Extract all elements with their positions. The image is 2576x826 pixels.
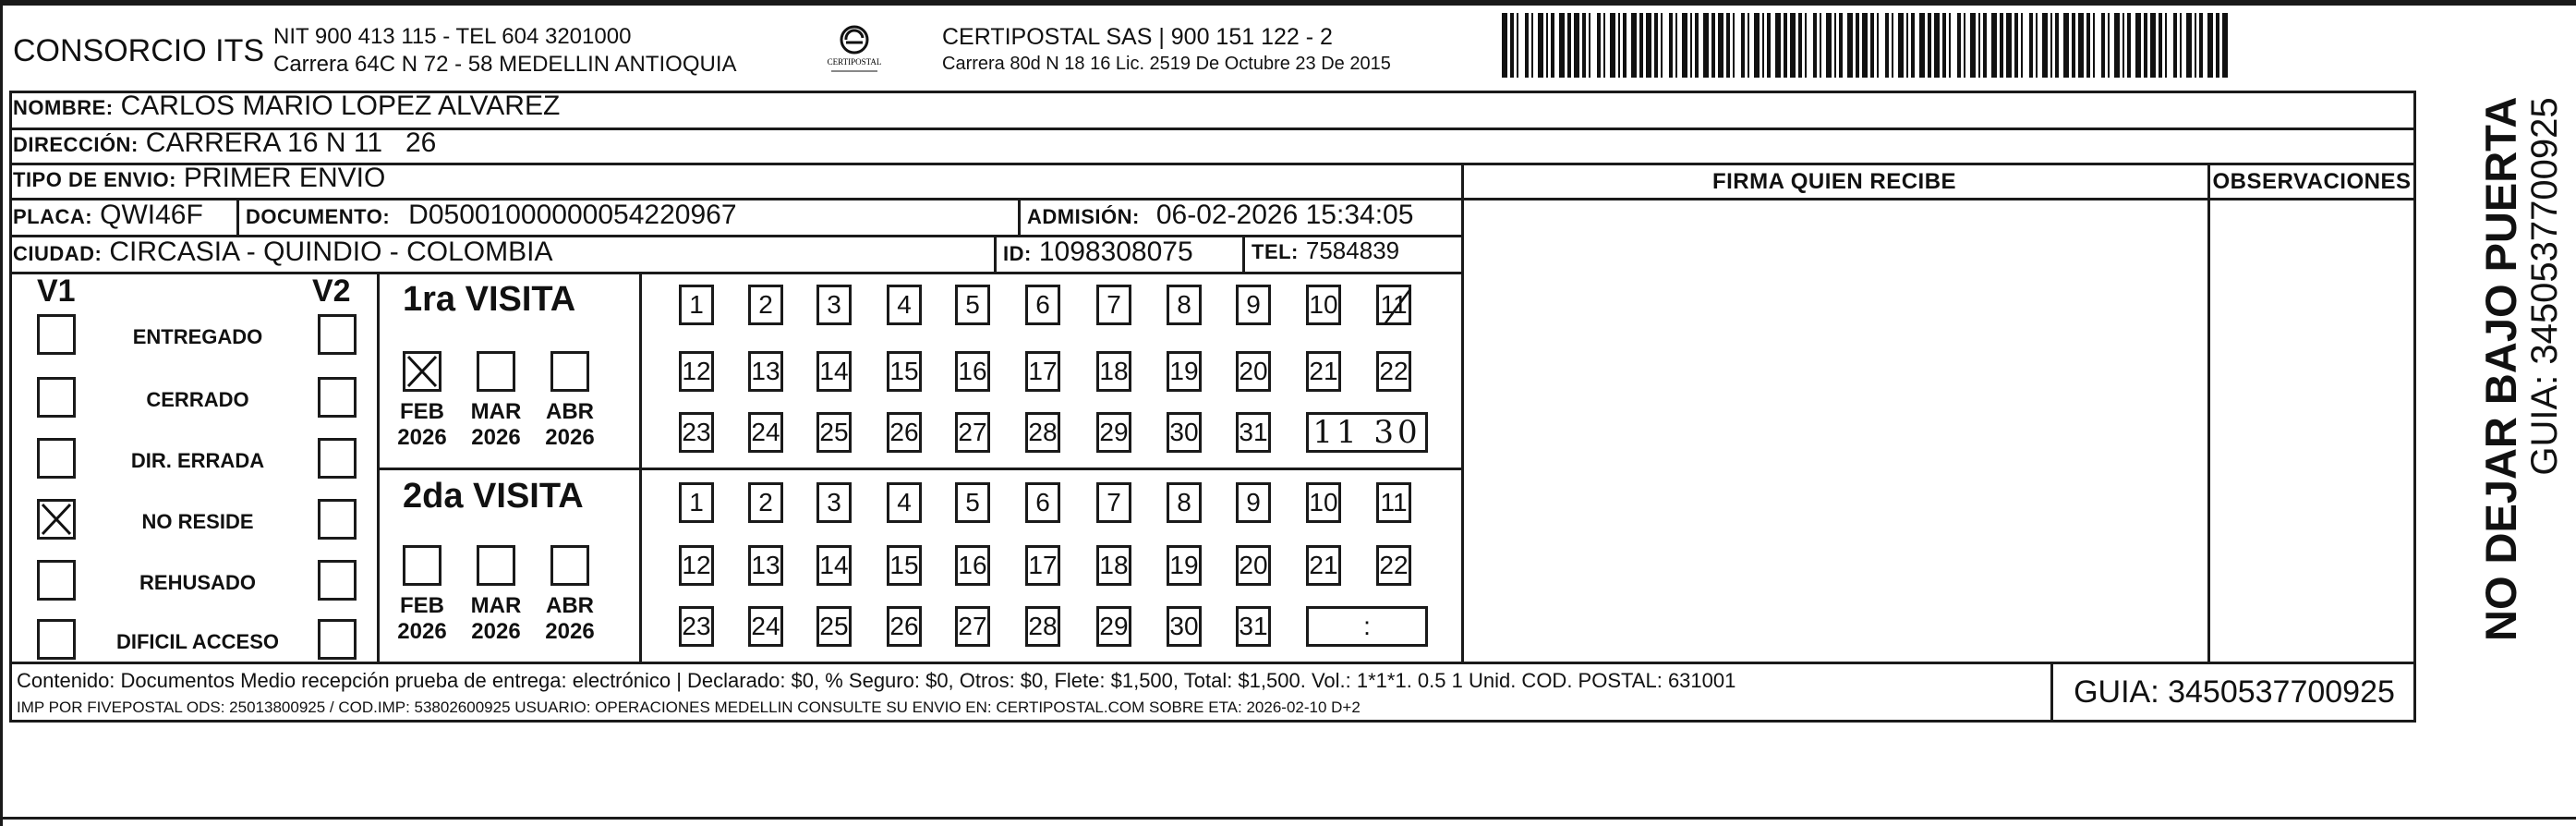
barcode xyxy=(1498,13,2237,78)
visita2-day-8[interactable]: 8 xyxy=(1167,482,1202,523)
v1-checkbox-rehusado[interactable] xyxy=(37,560,76,601)
v1-header: V1 xyxy=(37,273,76,309)
visita1-day-10[interactable]: 10 xyxy=(1306,285,1341,325)
admision-divider xyxy=(1018,198,1021,235)
admision-value: 06-02-2026 15:34:05 xyxy=(1155,200,1414,230)
visita2-day-2[interactable]: 2 xyxy=(748,482,783,523)
row-line-6 xyxy=(9,662,2416,664)
certipostal-logo xyxy=(813,24,896,76)
direccion-label: DIRECCIÓN: xyxy=(13,133,139,156)
visita1-day-30[interactable]: 30 xyxy=(1167,412,1202,453)
visita2-day-30[interactable]: 30 xyxy=(1167,606,1202,647)
visita2-day-11[interactable]: 11 xyxy=(1376,482,1411,523)
visita1-day-28[interactable]: 28 xyxy=(1025,412,1060,453)
visita2-day-15[interactable]: 15 xyxy=(887,545,922,586)
visita2-day-12[interactable]: 12 xyxy=(679,545,714,586)
imp-text: IMP POR FIVEPOSTAL ODS: 25013800925 / COD.IMP: 53802600925 USUARIO: OPERACIONES MEDELLIN CONSULTE SU ENVIO EN: CERTIPOSTAL.COM SOBRE ETA: 2026-02-10 D+2 xyxy=(17,698,1361,716)
visita2-day-28[interactable]: 28 xyxy=(1025,606,1060,647)
visita2-day-7[interactable]: 7 xyxy=(1096,482,1131,523)
status-label-entregado: ENTREGADO xyxy=(132,325,263,348)
months-divider xyxy=(639,272,642,662)
visita2-day-9[interactable]: 9 xyxy=(1236,482,1271,523)
tipo-label: TIPO DE ENVIO: xyxy=(13,168,176,191)
v1-checkbox-dir-errada[interactable] xyxy=(37,438,76,479)
visita1-month-abr-label: ABR 2026 xyxy=(545,399,595,450)
ciudad-row xyxy=(13,237,552,268)
observaciones-header: OBSERVACIONES xyxy=(2212,169,2412,194)
visita2-day-6[interactable]: 6 xyxy=(1025,482,1060,523)
visita1-title: 1ra VISITA xyxy=(403,280,576,319)
v1-checkbox-no-reside[interactable] xyxy=(37,499,76,540)
sig-left-line xyxy=(1461,163,1464,662)
carrier-license: Carrera 80d N 18 16 Lic. 2519 De Octubre 23 De 2015 xyxy=(942,54,1391,74)
visita2-day-10[interactable]: 10 xyxy=(1306,482,1341,523)
v2-checkbox-dificil-acceso[interactable] xyxy=(318,619,357,660)
visita1-day-16[interactable]: 16 xyxy=(955,351,990,392)
visita1-month-abr-checkbox[interactable] xyxy=(550,351,589,392)
visita2-day-16[interactable]: 16 xyxy=(955,545,990,586)
visita2-day-4[interactable]: 4 xyxy=(887,482,922,523)
visita1-day-11[interactable]: 11 xyxy=(1376,285,1411,325)
visita1-day-21[interactable]: 21 xyxy=(1306,351,1341,392)
tipo-value: PRIMER ENVIO xyxy=(183,163,386,193)
documento-label: DOCUMENTO: xyxy=(246,205,391,228)
visita2-time-field[interactable]: : xyxy=(1306,606,1428,647)
visita2-day-14[interactable]: 14 xyxy=(816,545,852,586)
id-row xyxy=(1003,237,1193,268)
obs-left-line xyxy=(2207,163,2210,662)
tel-value: 7584839 xyxy=(1305,237,1400,264)
visita1-day-25[interactable]: 25 xyxy=(816,412,852,453)
placa-label: PLACA: xyxy=(13,205,93,228)
v2-checkbox-entregado[interactable] xyxy=(318,314,357,355)
visita2-day-31[interactable]: 31 xyxy=(1236,606,1271,647)
visita1-day-12[interactable]: 12 xyxy=(679,351,714,392)
visita1-time-field[interactable]: 11 30 xyxy=(1306,412,1428,453)
id-label: ID: xyxy=(1003,242,1032,265)
documento-row xyxy=(246,200,737,231)
contenido-text: Contenido: Documentos Medio recepción prueba de entrega: electrónico | Declarado: $0, % Seguro: $0, Otros: $0, Flete: $1,500, Total: $1,500. Vol.: 1*1*1. 0.5 1 Unid. COD. POSTAL: 631001 xyxy=(17,669,1736,692)
v1-checkbox-cerrado[interactable] xyxy=(37,377,76,418)
guia-box: GUIA: 3450537700925 xyxy=(2074,674,2395,710)
company-name: CONSORCIO ITS xyxy=(13,33,265,68)
visita1-day-24[interactable]: 24 xyxy=(748,412,783,453)
visita2-day-5[interactable]: 5 xyxy=(955,482,990,523)
id-divider xyxy=(994,235,997,272)
nombre-label: NOMBRE: xyxy=(13,96,114,119)
placa-value: QWI46F xyxy=(100,200,203,230)
row-line-5 xyxy=(9,272,1464,274)
visita1-day-31[interactable]: 31 xyxy=(1236,412,1271,453)
visita2-day-1[interactable]: 1 xyxy=(679,482,714,523)
v2-checkbox-no-reside[interactable] xyxy=(318,499,357,540)
visita1-day-9[interactable]: 9 xyxy=(1236,285,1271,325)
ciudad-value: CIRCASIA - QUINDIO - COLOMBIA xyxy=(109,237,553,267)
company-address: Carrera 64C N 72 - 58 MEDELLIN ANTIOQUIA xyxy=(273,52,737,77)
v2-checkbox-rehusado[interactable] xyxy=(318,560,357,601)
visita1-day-13[interactable]: 13 xyxy=(748,351,783,392)
nombre-value: CARLOS MARIO LOPEZ ALVAREZ xyxy=(120,91,561,121)
tel-row xyxy=(1252,237,1399,265)
observations-area[interactable] xyxy=(2211,198,2414,660)
visita1-day-8[interactable]: 8 xyxy=(1167,285,1202,325)
visita1-month-feb-checkbox[interactable] xyxy=(403,351,441,392)
visita2-day-27[interactable]: 27 xyxy=(955,606,990,647)
placa-divider xyxy=(236,198,239,235)
tel-divider xyxy=(1242,235,1245,272)
visita1-month-mar-checkbox[interactable] xyxy=(477,351,515,392)
id-value: 1098308075 xyxy=(1038,237,1193,267)
visita2-day-17[interactable]: 17 xyxy=(1025,545,1060,586)
visita1-day-4[interactable]: 4 xyxy=(887,285,922,325)
admision-row xyxy=(1027,200,1413,231)
nombre-row xyxy=(13,91,560,122)
top-border xyxy=(0,0,2576,6)
visita1-day-22[interactable]: 22 xyxy=(1376,351,1411,392)
v2-checkbox-cerrado[interactable] xyxy=(318,377,357,418)
visita2-month-abr-checkbox[interactable] xyxy=(550,545,589,586)
direccion-value: CARRERA 16 N 11 26 xyxy=(145,128,437,158)
visita1-day-1[interactable]: 1 xyxy=(679,285,714,325)
guia-box-left xyxy=(2050,662,2053,723)
company-nit: NIT 900 413 115 - TEL 604 3201000 xyxy=(273,24,632,49)
status-label-dificil-acceso: DIFICIL ACCESO xyxy=(115,630,279,653)
visita1-day-26[interactable]: 26 xyxy=(887,412,922,453)
v2-checkbox-dir-errada[interactable] xyxy=(318,438,357,479)
bottom-border xyxy=(0,817,2576,820)
documento-value: D05001000000054220967 xyxy=(408,200,737,230)
visita1-month-mar-label: MAR 2026 xyxy=(470,399,522,450)
carrier-name: CERTIPOSTAL SAS | 900 151 122 - 2 xyxy=(942,24,1333,50)
visita2-day-20[interactable]: 20 xyxy=(1236,545,1271,586)
visita2-month-abr-label: ABR 2026 xyxy=(545,593,595,644)
visita1-day-15[interactable]: 15 xyxy=(887,351,922,392)
status-divider xyxy=(377,272,380,662)
placa-row xyxy=(13,200,203,231)
visita1-day-20[interactable]: 20 xyxy=(1236,351,1271,392)
ciudad-label: CIUDAD: xyxy=(13,242,103,265)
side-warning: NO DEJAR BAJO PUERTA xyxy=(2476,96,2525,641)
visita2-month-feb-checkbox[interactable] xyxy=(403,545,441,586)
visita-divider xyxy=(377,468,1461,470)
admision-label: ADMISIÓN: xyxy=(1027,205,1140,228)
visita1-day-14[interactable]: 14 xyxy=(816,351,852,392)
direccion-row xyxy=(13,128,436,159)
visita1-day-3[interactable]: 3 xyxy=(816,285,852,325)
visita2-day-21[interactable]: 21 xyxy=(1306,545,1341,586)
side-guia: GUIA: 3450537700925 xyxy=(2524,97,2565,476)
visita2-day-22[interactable]: 22 xyxy=(1376,545,1411,586)
visita1-day-19[interactable]: 19 xyxy=(1167,351,1202,392)
visita2-day-24[interactable]: 24 xyxy=(748,606,783,647)
visita1-day-27[interactable]: 27 xyxy=(955,412,990,453)
visita2-day-13[interactable]: 13 xyxy=(748,545,783,586)
visita2-month-mar-checkbox[interactable] xyxy=(477,545,515,586)
left-border xyxy=(0,0,3,826)
visita2-month-mar-label: MAR 2026 xyxy=(470,593,522,644)
visita1-day-17[interactable]: 17 xyxy=(1025,351,1060,392)
visita2-month-feb-label: FEB 2026 xyxy=(397,593,447,644)
visita2-title: 2da VISITA xyxy=(403,477,584,516)
visita2-day-23[interactable]: 23 xyxy=(679,606,714,647)
visita1-day-2[interactable]: 2 xyxy=(748,285,783,325)
visita1-day-6[interactable]: 6 xyxy=(1025,285,1060,325)
firma-header: FIRMA QUIEN RECIBE xyxy=(1711,169,1957,194)
visita2-day-25[interactable]: 25 xyxy=(816,606,852,647)
status-label-dir-errada: DIR. ERRADA xyxy=(130,449,265,472)
tel-label: TEL: xyxy=(1252,240,1299,263)
visita1-day-18[interactable]: 18 xyxy=(1096,351,1131,392)
visita2-day-3[interactable]: 3 xyxy=(816,482,852,523)
logo-text: CERTIPOSTAL xyxy=(827,57,882,67)
visita2-day-19[interactable]: 19 xyxy=(1167,545,1202,586)
status-label-rehusado: REHUSADO xyxy=(139,571,256,594)
visita1-day-29[interactable]: 29 xyxy=(1096,412,1131,453)
signature-area[interactable] xyxy=(1465,198,2206,660)
visita1-month-feb-label: FEB 2026 xyxy=(397,399,447,450)
status-label-cerrado: CERRADO xyxy=(146,388,249,411)
tipo-row xyxy=(13,163,385,194)
visita2-day-18[interactable]: 18 xyxy=(1096,545,1131,586)
v1-checkbox-entregado[interactable] xyxy=(37,314,76,355)
visita2-day-26[interactable]: 26 xyxy=(887,606,922,647)
visita2-day-29[interactable]: 29 xyxy=(1096,606,1131,647)
v2-header: V2 xyxy=(312,273,351,309)
visita1-day-5[interactable]: 5 xyxy=(955,285,990,325)
visita1-day-23[interactable]: 23 xyxy=(679,412,714,453)
visita1-day-7[interactable]: 7 xyxy=(1096,285,1131,325)
v1-checkbox-dificil-acceso[interactable] xyxy=(37,619,76,660)
status-label-no-reside: NO RESIDE xyxy=(141,510,254,533)
